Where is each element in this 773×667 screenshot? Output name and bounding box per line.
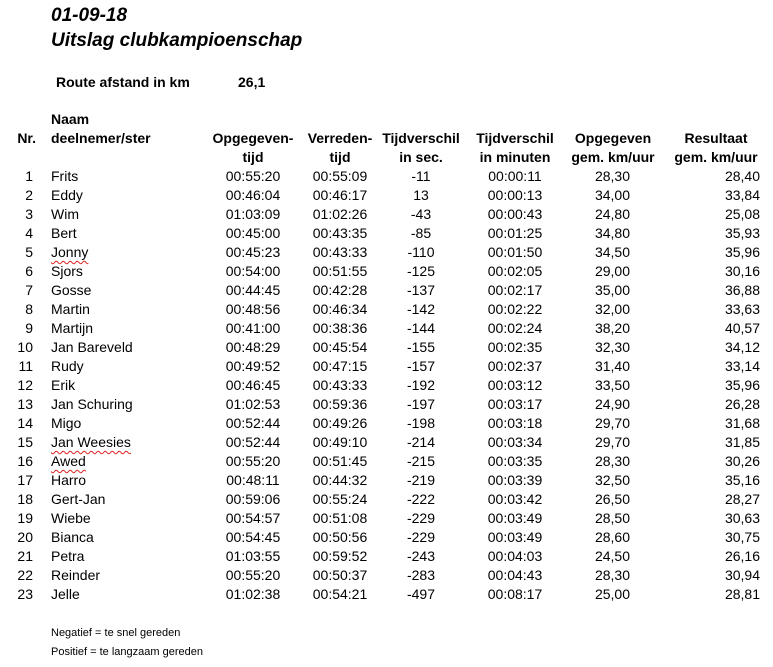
cell-opgegeven-tijd: 00:52:44: [225, 434, 281, 450]
cell-resultaat: 33,63: [724, 301, 760, 317]
table-row: [0, 528, 773, 547]
cell-gem-opgegeven: 28,30: [594, 567, 630, 583]
cell-verschil-min: 00:02:37: [487, 358, 543, 374]
col-header-gem-opgegeven: Opgegeven gem. km/uur: [571, 130, 655, 165]
cell-verschil-sec: -43: [410, 206, 432, 222]
cell-verschil-min: 00:04:03: [487, 548, 543, 564]
cell-verschil-min: 00:02:17: [487, 282, 543, 298]
col-header-resultaat: Resultaat gem. km/uur: [674, 130, 758, 165]
cell-verschil-min: 00:08:17: [487, 586, 543, 602]
cell-opgegeven-tijd: 00:49:52: [225, 358, 281, 374]
cell-nr: 13: [17, 396, 33, 412]
col-header-nr: Nr.: [17, 130, 36, 146]
cell-resultaat: 35,96: [724, 244, 760, 260]
cell-verschil-sec: -137: [406, 282, 436, 298]
cell-gem-opgegeven: 28,30: [594, 453, 630, 469]
cell-verreden-tijd: 00:42:28: [312, 282, 368, 298]
table-row: [0, 167, 773, 186]
cell-nr: 21: [17, 548, 33, 564]
cell-opgegeven-tijd: 00:46:45: [225, 377, 281, 393]
cell-verreden-tijd: 00:54:21: [312, 586, 368, 602]
cell-verschil-sec: -283: [406, 567, 436, 583]
cell-verschil-sec: -155: [406, 339, 436, 355]
table-row: [0, 414, 773, 433]
cell-gem-opgegeven: 34,80: [594, 225, 630, 241]
cell-gem-opgegeven: 24,50: [594, 548, 630, 564]
cell-verschil-min: 00:00:43: [487, 206, 543, 222]
cell-name: Bert: [51, 225, 77, 241]
col-header-opgegeven-tijd: Opgegeven- tijd: [212, 130, 294, 165]
cell-verschil-min: 00:02:22: [487, 301, 543, 317]
cell-nr: 17: [17, 472, 33, 488]
cell-verschil-min: 00:03:49: [487, 510, 543, 526]
cell-resultaat: 33,14: [724, 358, 760, 374]
cell-name: Gosse: [51, 282, 92, 298]
cell-name: Jelle: [51, 586, 80, 602]
cell-verschil-min: 00:03:39: [487, 472, 543, 488]
cell-nr: 7: [25, 282, 33, 298]
cell-nr: 11: [18, 358, 33, 374]
cell-resultaat: 36,88: [724, 282, 760, 298]
cell-resultaat: 30,16: [724, 263, 760, 279]
cell-verreden-tijd: 00:55:24: [312, 491, 368, 507]
cell-opgegeven-tijd: 00:41:00: [225, 320, 281, 336]
cell-resultaat: 40,57: [724, 320, 760, 336]
table-row: [0, 243, 773, 262]
cell-verreden-tijd: 00:51:45: [312, 453, 368, 469]
cell-verschil-min: 00:03:18: [487, 415, 543, 431]
cell-resultaat: 31,85: [724, 434, 760, 450]
cell-resultaat: 35,16: [724, 472, 760, 488]
note-positief: Positief = te langzaam gereden: [51, 646, 203, 658]
cell-gem-opgegeven: 28,30: [594, 168, 630, 184]
cell-name: Martijn: [51, 320, 94, 336]
cell-resultaat: 28,40: [724, 168, 760, 184]
cell-verreden-tijd: 00:47:15: [312, 358, 368, 374]
col-header-name: Naam deelnemer/ster: [51, 111, 151, 146]
cell-opgegeven-tijd: 01:02:53: [225, 396, 281, 412]
cell-verschil-min: 00:00:13: [487, 187, 543, 203]
cell-nr: 9: [25, 320, 33, 336]
cell-verschil-min: 00:01:25: [487, 225, 543, 241]
cell-gem-opgegeven: 35,00: [594, 282, 630, 298]
cell-verreden-tijd: 01:02:26: [312, 206, 368, 222]
cell-name: Petra: [51, 548, 85, 564]
cell-opgegeven-tijd: 00:48:29: [225, 339, 281, 355]
cell-gem-opgegeven: 29,00: [594, 263, 630, 279]
cell-verschil-sec: -215: [406, 453, 436, 469]
cell-gem-opgegeven: 31,40: [594, 358, 630, 374]
cell-verreden-tijd: 00:46:17: [312, 187, 368, 203]
cell-name: Migo: [51, 415, 82, 431]
col-header-verreden-tijd: Verreden- tijd: [307, 130, 373, 165]
cell-resultaat: 30,63: [724, 510, 760, 526]
cell-nr: 18: [17, 491, 33, 507]
cell-verschil-min: 00:04:43: [487, 567, 543, 583]
cell-resultaat: 35,93: [724, 225, 760, 241]
table-row: [0, 490, 773, 509]
cell-gem-opgegeven: 33,50: [594, 377, 630, 393]
cell-resultaat: 34,12: [724, 339, 760, 355]
cell-verschil-min: 00:03:35: [487, 453, 543, 469]
route-distance-label: Route afstand in km: [56, 74, 190, 90]
cell-verschil-min: 00:03:42: [487, 491, 543, 507]
table-row: [0, 452, 773, 471]
cell-gem-opgegeven: 24,90: [594, 396, 630, 412]
table-row: [0, 376, 773, 395]
cell-name: Jan Schuring: [51, 396, 133, 412]
cell-opgegeven-tijd: 00:55:20: [225, 453, 281, 469]
cell-verschil-sec: -219: [406, 472, 436, 488]
table-row: [0, 205, 773, 224]
cell-name: Jan Bareveld: [51, 339, 133, 355]
cell-name: Bianca: [51, 529, 94, 545]
table-row: [0, 281, 773, 300]
cell-resultaat: 28,81: [724, 586, 760, 602]
cell-opgegeven-tijd: 01:02:38: [225, 586, 281, 602]
cell-gem-opgegeven: 29,70: [594, 434, 630, 450]
cell-verschil-sec: -229: [406, 529, 436, 545]
cell-gem-opgegeven: 24,80: [594, 206, 630, 222]
table-row: [0, 357, 773, 376]
cell-nr: 15: [17, 434, 33, 450]
table-row: [0, 186, 773, 205]
route-distance-value: 26,1: [238, 74, 266, 90]
cell-opgegeven-tijd: 00:55:20: [225, 168, 281, 184]
cell-verreden-tijd: 00:51:08: [312, 510, 368, 526]
cell-verreden-tijd: 00:43:33: [312, 377, 368, 393]
cell-verreden-tijd: 00:45:54: [312, 339, 368, 355]
table-row: [0, 319, 773, 338]
cell-nr: 16: [17, 453, 33, 469]
cell-name: Gert-Jan: [51, 491, 106, 507]
cell-verreden-tijd: 00:46:34: [312, 301, 368, 317]
cell-name: Frits: [51, 168, 79, 184]
cell-verschil-sec: -11: [411, 168, 431, 184]
cell-nr: 3: [25, 206, 33, 222]
cell-verschil-sec: -222: [406, 491, 436, 507]
cell-gem-opgegeven: 32,50: [594, 472, 630, 488]
cell-opgegeven-tijd: 01:03:09: [225, 206, 281, 222]
cell-verschil-sec: -214: [406, 434, 436, 450]
cell-verschil-min: 00:02:35: [487, 339, 543, 355]
spellcheck-underline-text: Jonny: [51, 244, 89, 260]
cell-verschil-sec: -192: [406, 377, 436, 393]
cell-verschil-min: 00:03:49: [487, 529, 543, 545]
cell-opgegeven-tijd: 00:48:11: [226, 472, 280, 488]
cell-resultaat: 30,94: [724, 567, 760, 583]
cell-name: [51, 452, 86, 471]
cell-verschil-sec: -198: [406, 415, 436, 431]
report-title: Uitslag clubkampioenschap: [51, 30, 303, 51]
cell-verreden-tijd: 00:43:35: [312, 225, 368, 241]
cell-nr: 20: [17, 529, 33, 545]
cell-verschil-min: 00:00:11: [488, 168, 542, 184]
cell-name: [51, 433, 131, 452]
note-negatief: Negatief = te snel gereden: [51, 627, 181, 639]
cell-opgegeven-tijd: 00:45:23: [225, 244, 281, 260]
cell-nr: 14: [17, 415, 33, 431]
cell-opgegeven-tijd: 00:54:00: [225, 263, 281, 279]
cell-verschil-sec: -144: [406, 320, 436, 336]
cell-verschil-sec: 13: [413, 187, 429, 203]
cell-nr: 10: [17, 339, 33, 355]
cell-nr: 1: [25, 168, 33, 184]
col-header-verschil-sec: Tijdverschil in sec.: [382, 130, 460, 165]
cell-nr: 8: [25, 301, 33, 317]
cell-verreden-tijd: 00:38:36: [312, 320, 368, 336]
cell-resultaat: 28,27: [724, 491, 760, 507]
cell-resultaat: 25,08: [724, 206, 760, 222]
cell-name: Sjors: [51, 263, 83, 279]
table-row: [0, 547, 773, 566]
cell-name: Wim: [51, 206, 79, 222]
cell-verreden-tijd: 00:49:26: [312, 415, 368, 431]
report-date: 01-09-18: [51, 5, 128, 26]
cell-name: Erik: [51, 377, 76, 393]
cell-name: Eddy: [51, 187, 83, 203]
cell-resultaat: 35,96: [724, 377, 760, 393]
cell-verschil-min: 00:03:12: [487, 377, 543, 393]
cell-nr: 22: [17, 567, 33, 583]
cell-verschil-min: 00:03:17: [487, 396, 543, 412]
cell-nr: 5: [25, 244, 33, 260]
table-row: [0, 509, 773, 528]
cell-gem-opgegeven: 32,00: [594, 301, 630, 317]
cell-nr: 4: [25, 225, 33, 241]
table-row: [0, 338, 773, 357]
cell-verschil-min: 00:01:50: [487, 244, 543, 260]
cell-name: Martin: [51, 301, 90, 317]
table-row: [0, 471, 773, 490]
col-header-verschil-min: Tijdverschil in minuten: [476, 130, 554, 165]
table-row: [0, 300, 773, 319]
cell-opgegeven-tijd: 00:45:00: [225, 225, 281, 241]
cell-verschil-sec: -229: [406, 510, 436, 526]
cell-verreden-tijd: 00:44:32: [312, 472, 368, 488]
cell-name: [51, 243, 88, 262]
cell-verschil-sec: -85: [410, 225, 432, 241]
table-row: [0, 262, 773, 281]
cell-gem-opgegeven: 28,60: [594, 529, 630, 545]
cell-name: Reinder: [51, 567, 101, 583]
cell-name: Harro: [51, 472, 87, 488]
cell-verschil-sec: -110: [407, 244, 435, 260]
cell-verreden-tijd: 00:59:52: [312, 548, 368, 564]
cell-verreden-tijd: 00:43:33: [312, 244, 368, 260]
cell-resultaat: 31,68: [724, 415, 760, 431]
cell-verreden-tijd: 00:49:10: [312, 434, 368, 450]
cell-nr: 2: [25, 187, 33, 203]
cell-opgegeven-tijd: 01:03:55: [225, 548, 281, 564]
cell-opgegeven-tijd: 00:48:56: [225, 301, 281, 317]
cell-verreden-tijd: 00:59:36: [312, 396, 368, 412]
cell-verschil-sec: -157: [406, 358, 436, 374]
spellcheck-underline-text: Awed: [51, 453, 86, 469]
cell-gem-opgegeven: 32,30: [594, 339, 630, 355]
table-row: [0, 433, 773, 452]
cell-resultaat: 33,84: [724, 187, 760, 203]
cell-name: Rudy: [51, 358, 84, 374]
cell-name: Wiebe: [51, 510, 91, 526]
cell-verschil-sec: -243: [406, 548, 436, 564]
cell-opgegeven-tijd: 00:44:45: [225, 282, 281, 298]
cell-resultaat: 26,28: [724, 396, 760, 412]
cell-verreden-tijd: 00:55:09: [312, 168, 368, 184]
cell-resultaat: 30,26: [724, 453, 760, 469]
table-row: [0, 224, 773, 243]
cell-nr: 6: [25, 263, 33, 279]
cell-verschil-sec: -197: [406, 396, 436, 412]
table-row: [0, 585, 773, 604]
cell-resultaat: 26,16: [724, 548, 760, 564]
cell-gem-opgegeven: 28,50: [594, 510, 630, 526]
cell-nr: 12: [17, 377, 33, 393]
cell-verschil-sec: -125: [406, 263, 436, 279]
spellcheck-underline-text: Jan Weesies: [51, 434, 131, 450]
cell-nr: 19: [17, 510, 33, 526]
cell-opgegeven-tijd: 00:54:57: [225, 510, 281, 526]
cell-opgegeven-tijd: 00:52:44: [225, 415, 281, 431]
cell-gem-opgegeven: 29,70: [594, 415, 630, 431]
cell-nr: 23: [17, 586, 33, 602]
cell-verschil-sec: -142: [406, 301, 436, 317]
cell-opgegeven-tijd: 00:54:45: [225, 529, 281, 545]
cell-verreden-tijd: 00:51:55: [312, 263, 368, 279]
cell-verreden-tijd: 00:50:37: [312, 567, 368, 583]
table-row: [0, 395, 773, 414]
cell-verschil-min: 00:03:34: [487, 434, 543, 450]
cell-opgegeven-tijd: 00:59:06: [225, 491, 281, 507]
table-row: [0, 566, 773, 585]
cell-verschil-min: 00:02:05: [487, 263, 543, 279]
cell-gem-opgegeven: 34,00: [594, 187, 630, 203]
cell-gem-opgegeven: 34,50: [594, 244, 630, 260]
cell-verschil-sec: -497: [406, 586, 436, 602]
cell-opgegeven-tijd: 00:46:04: [225, 187, 281, 203]
cell-resultaat: 30,75: [724, 529, 760, 545]
cell-gem-opgegeven: 25,00: [594, 586, 630, 602]
cell-gem-opgegeven: 38,20: [594, 320, 630, 336]
cell-verschil-min: 00:02:24: [487, 320, 543, 336]
cell-gem-opgegeven: 26,50: [594, 491, 630, 507]
cell-verreden-tijd: 00:50:56: [312, 529, 368, 545]
cell-opgegeven-tijd: 00:55:20: [225, 567, 281, 583]
